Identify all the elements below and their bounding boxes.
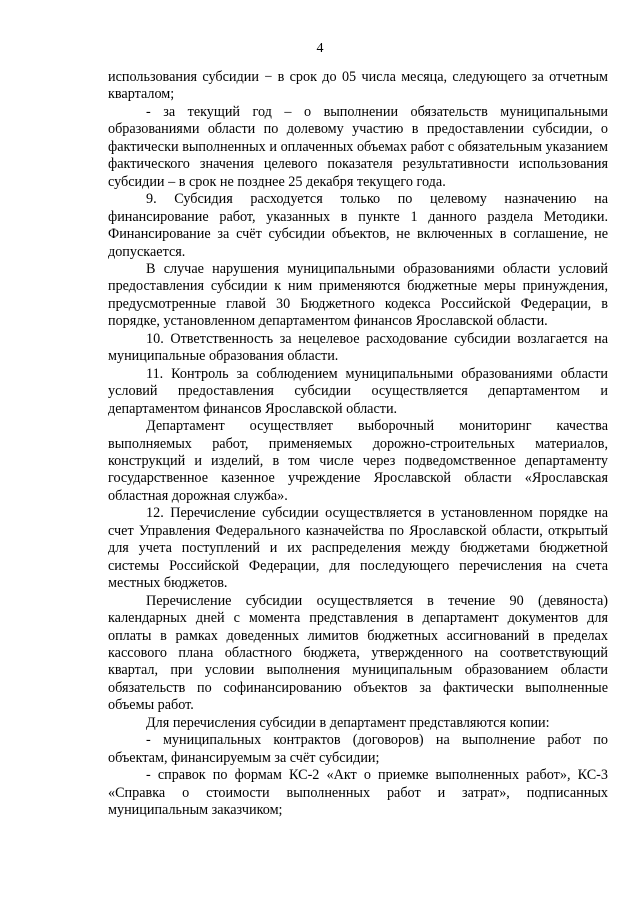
paragraph-transfer-period: Перечисление субсидии осуществляется в течение 90 (девяноста) календарных дней с момента представления в департамент документов для оплаты в рамках доведенных лимитов бюджетных ассигнований в пределах кассового плана областного бюджета, утвержденного на соответствующий квартал, при условии выполнения муниципальным образованием области обязательств по софинансированию объектов за фактически выполненные объемы работ. bbox=[108, 592, 608, 714]
document-body bbox=[108, 69, 608, 819]
list-item-ks-forms: - справок по формам КС-2 «Акт о приемке выполненных работ», КС-3 «Справка о стоимости выполненных работ и затрат», подписанных муниципальным заказчиком; bbox=[108, 767, 608, 819]
paragraph-item-10: 10. Ответственность за нецелевое расходование субсидии возлагается на муниципальные образования области. bbox=[108, 330, 608, 365]
paragraph-violation-measures: В случае нарушения муниципальными образованиями области условий предоставления субсидии к ним применяются бюджетные меры принуждения, предусмотренные главой 30 Бюджетного кодекса Российской Федерации, в порядке, установленном департаментом финансов Ярославской области. bbox=[108, 260, 608, 330]
paragraph-continuation: использования субсидии − в срок до 05 числа месяца, следующего за отчетным кварталом; bbox=[108, 69, 608, 103]
page-number: 4 bbox=[316, 41, 324, 56]
paragraph-item-9: 9. Субсидия расходуется только по целевому назначению на финансирование работ, указанных в пункте 1 данного раздела Методики. Финансирование за счёт субсидии объектов, не включенных в соглашение, не допускается. bbox=[108, 191, 608, 260]
paragraph-item-11: 11. Контроль за соблюдением муниципальными образованиями области условий предоставления субсидии осуществляется департаментом и департаментом финансов Ярославской области. bbox=[108, 365, 608, 417]
paragraph-current-year-report: - за текущий год – о выполнении обязательств муниципальными образованиями области по долевому участию в предоставлении субсидии, о фактически выполненных и оплаченных объемах работ с обязательным указанием фактического значения целевого показателя результативности использования субсидии – в срок не позднее 25 декабря текущего года. bbox=[108, 103, 608, 190]
paragraph-documents-intro: Для перечисления субсидии в департамент представляются копии: bbox=[146, 714, 550, 731]
paragraph-monitoring: Департамент осуществляет выборочный мониторинг качества выполняемых работ, применяемых дорожно-строительных материалов, конструкций и изделий, в том числе через подведомственное департаменту государственное казенное учреждение Ярославской области «Ярославская областная дорожная служба». bbox=[108, 418, 608, 504]
paragraph-item-12: 12. Перечисление субсидии осуществляется в установленном порядке на счет Управления Федерального казначейства по Ярославской области, открытый для учета поступлений и их распределения между бюджетами бюджетной системы Российской Федерации, для последующего перечисления на счета местных бюджетов. bbox=[108, 505, 608, 592]
list-item-contracts: - муниципальных контрактов (договоров) на выполнение работ по объектам, финансируемым за счёт субсидии; bbox=[108, 732, 608, 766]
